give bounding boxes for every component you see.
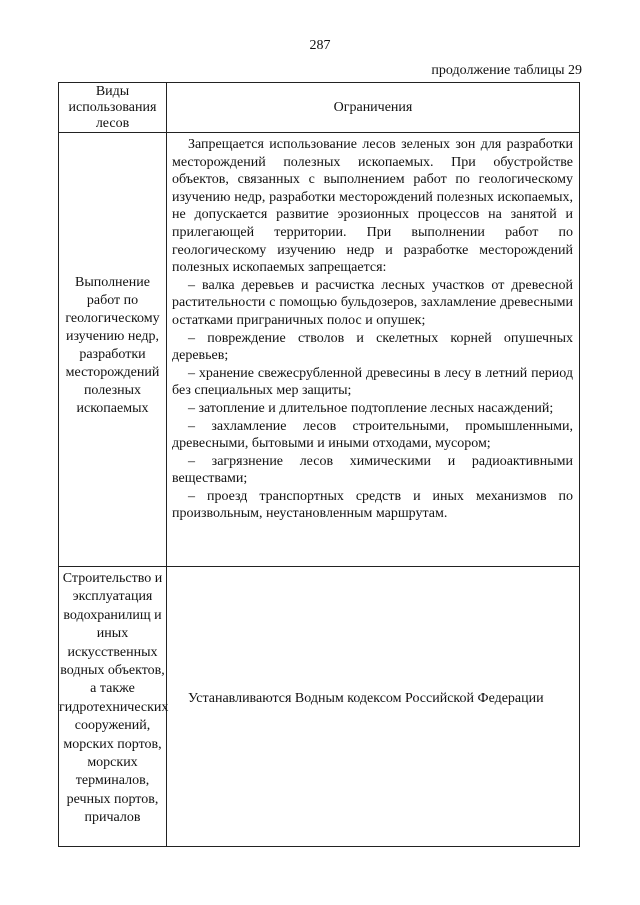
restriction-item: – повреждение стволов и скелетных корней опушечных деревьев; (172, 330, 573, 364)
header-restrictions-text: Ограничения (333, 99, 413, 115)
column-divider (166, 82, 167, 846)
row-1-use-type-text: Выполнение работ по геологическому изучению недр, разработки месторождений полезных ископаемых (65, 275, 160, 416)
row-2-restrictions-text: Устанавливаются Водным кодексом Российской Федерации (188, 691, 544, 706)
row-2-use-type (59, 570, 169, 828)
row-2-restrictions (172, 690, 573, 708)
header-restrictions (167, 83, 579, 132)
table-bottom-border (58, 846, 580, 847)
restriction-intro: Запрещается использование лесов зеленых зон для разработки месторождений полезных ископаемых. При обустройстве объектов, связанных с выполнением работ по геологическому изучению недр, разработки месторождений полезных ископаемых, не допускается развитие эрозионных процессов на занятой и прилегающей территории. При выполнении работ по геологическому изучению недр и разработке месторождений полезных ископаемых запрещается: (172, 137, 573, 276)
header-bottom-border (58, 132, 580, 133)
row-2-use-type-text: Строительство и эксплуатация водохранилищ и иных искусственных водных объектов, а также гидротехнических сооружений, морских портов, морских терминалов, речных портов, причалов (59, 571, 169, 826)
restriction-item: – хранение свежесрубленной древесины в лесу в летний период без специальных мер защиты; (172, 365, 573, 399)
header-use-type (59, 83, 166, 132)
restriction-item: – захламление лесов строительными, промышленными, древесными, бытовыми и иными отходами, мусором; (172, 418, 573, 452)
table-continuation-label: продолжение таблицы 29 (431, 63, 582, 78)
restriction-item: – проезд транспортных средств и иных механизмов по произвольным, неустановленным маршрутам. (172, 488, 573, 522)
restriction-item: – затопление и длительное подтопление лесных насаждений; (188, 400, 554, 416)
row-1-use-type (60, 274, 165, 418)
restriction-item: – валка деревьев и расчистка лесных участков от древесной растительности с помощью бульдозеров, захламление древесными остатками приграничных полос и опушек; (172, 277, 573, 328)
row-1-restrictions (172, 136, 573, 523)
table-right-border (579, 82, 580, 846)
restriction-item: – загрязнение лесов химическими и радиоактивными веществами; (172, 453, 573, 487)
page-number: 287 (309, 38, 331, 53)
row-divider (58, 566, 580, 567)
header-use-type-text: Виды использования лесов (68, 83, 157, 131)
